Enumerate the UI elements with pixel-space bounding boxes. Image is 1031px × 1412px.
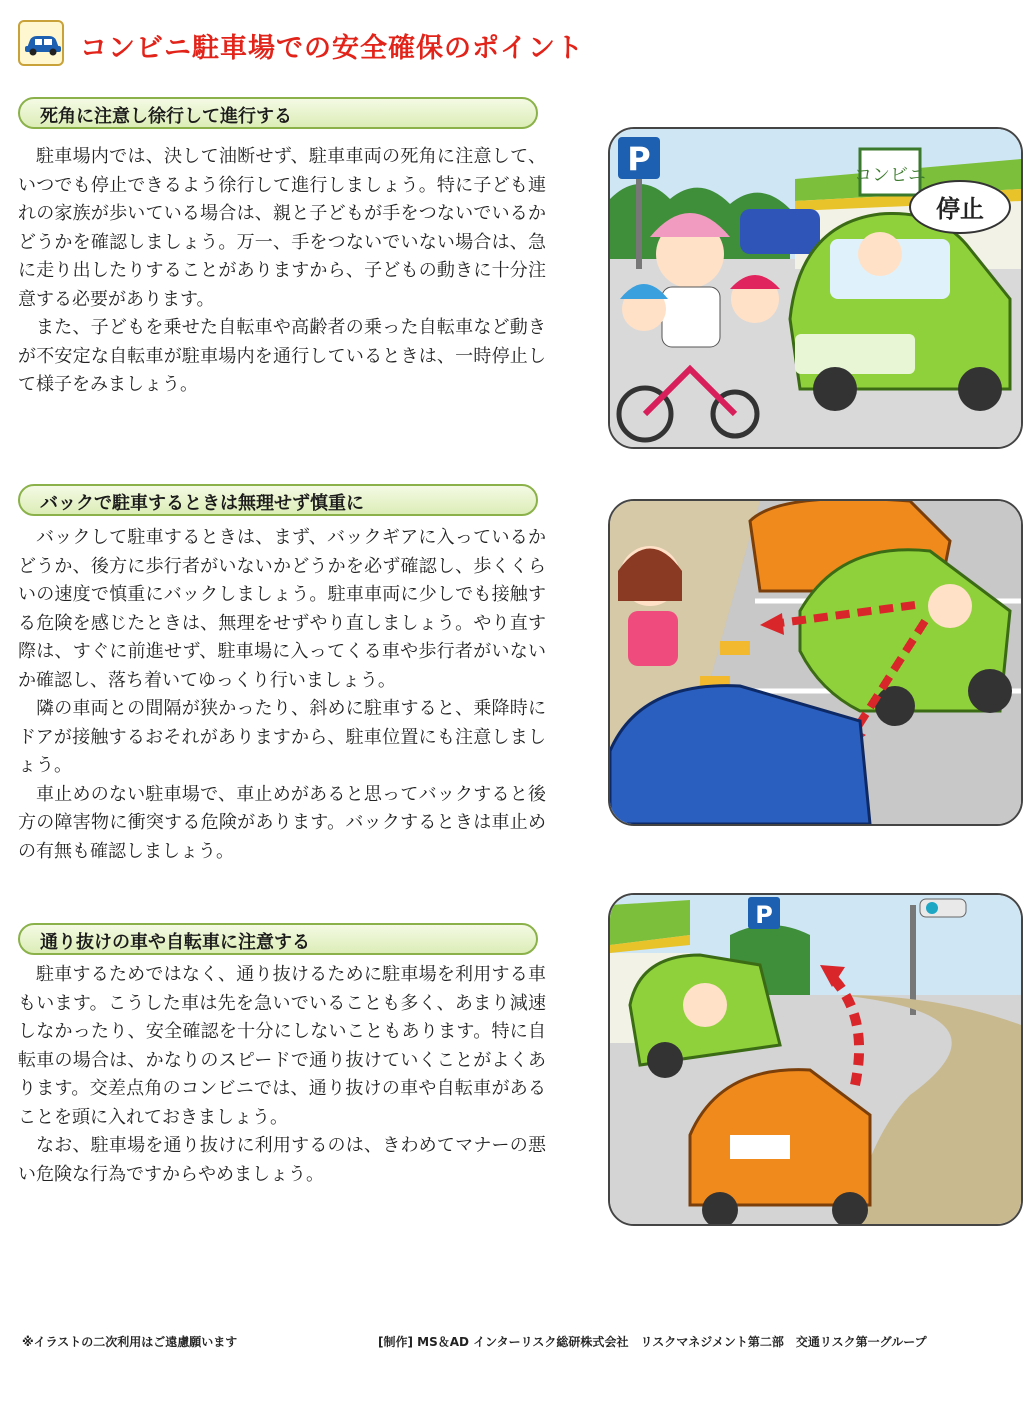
illustration-backing xyxy=(608,499,1023,826)
section-heading-blind-spot xyxy=(18,97,538,129)
section-heading-text: 死角に注意し徐行して進行する xyxy=(40,106,292,127)
speech-bubble-stop: 停止 xyxy=(936,195,984,223)
paragraph: 駐車場内では、決して油断せず、駐車車両の死角に注意して、いつでも停止できるよう徐行して進行しましょう。特に子ども連れの家族が歩いている場合は、親と子どもが手をつないでいるかどうかを確認しましょう。万一、手をつないでいない場合は、急に走り出したりすることがありますから、子どもの動きに十分注意する必要があります。 xyxy=(18,146,546,310)
section-heading-text: バックで駐車するときは無理せず慎重に xyxy=(40,493,364,514)
paragraph: また、子どもを乗せた自転車や高齢者の乗った自転車など動きが不安定な自転車が駐車場内を通行しているときは、一時停止して様子をみましょう。 xyxy=(18,317,546,395)
illustration-blind-spot xyxy=(608,127,1023,449)
section-heading-backing xyxy=(18,484,538,516)
section-heading-text: 通り抜けの車や自転車に注意する xyxy=(40,932,310,953)
section-heading-pass-through xyxy=(18,923,538,955)
parking-sign: P xyxy=(627,140,651,178)
footer-note: ※イラストの二次利用はご遠慮願います xyxy=(22,1335,238,1349)
paragraph: 車止めのない駐車場で、車止めがあると思ってバックすると後方の障害物に衝突する危険があります。バックするときは車止めの有無も確認しましょう。 xyxy=(18,783,546,862)
parking-sign: P xyxy=(755,901,773,929)
car-icon xyxy=(18,20,64,66)
section-body-backing xyxy=(18,524,546,866)
page-header xyxy=(18,20,1008,68)
paragraph: なお、駐車場を通り抜けに利用するのは、きわめてマナーの悪い危険な行為ですからやめましょう。 xyxy=(18,1135,546,1185)
store-sign: コンビニ xyxy=(854,165,926,186)
section-body-blind-spot xyxy=(18,143,546,400)
paragraph: バックして駐車するときは、まず、バックギアに入っているかどうか、後方に歩行者がいないかどうかを必ず確認し、歩くくらいの速度で慎重にバックしましょう。駐車車両に少しでも接触する危険を感じたときは、無理をせずやり直しましょう。やり直す際は、すぐに前進せず、駐車場に入ってくる車や歩行者がいないか確認し、落ち着いてゆっくり行いましょう。 xyxy=(18,527,546,691)
illustration-pass-through xyxy=(608,893,1023,1226)
footer-credit: [制作] MS＆AD インターリスク総研株式会社 リスクマネジメント第二部 交通リスク第一グループ xyxy=(378,1335,927,1349)
paragraph: 隣の車両との間隔が狭かったり、斜めに駐車すると、乗降時にドアが接触するおそれがありますから、駐車位置にも注意しましょう。 xyxy=(18,698,546,776)
section-body-pass-through xyxy=(18,961,546,1189)
page-title: コンビニ駐車場での安全確保のポイント xyxy=(80,33,584,64)
paragraph: 駐車するためではなく、通り抜けるために駐車場を利用する車もいます。こうした車は先を急いでいることも多く、あまり減速しなかったり、安全確認を十分にしないこともあります。特に自転車の場合は、かなりのスピードで通り抜けていくことがよくあります。交差点角のコンビニでは、通り抜けの車や自転車があることを頭に入れておきましょう。 xyxy=(18,964,546,1128)
